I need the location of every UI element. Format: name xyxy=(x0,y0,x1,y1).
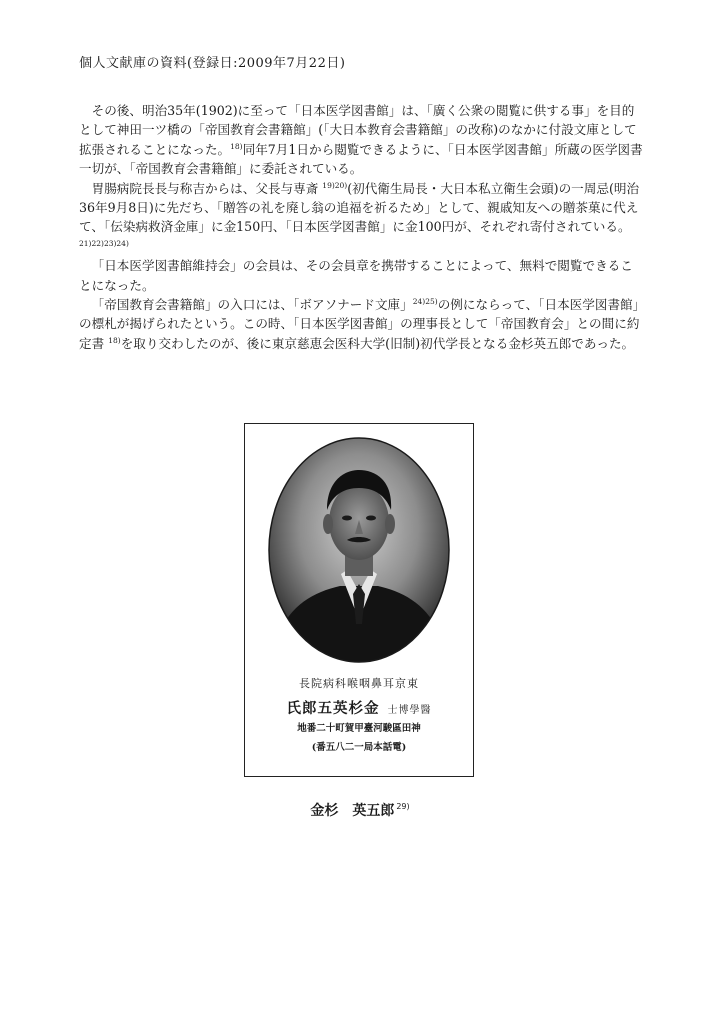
reference-superscript: 18) xyxy=(108,335,121,345)
document-header: 個人文献庫の資料(登録日:2009年7月22日) xyxy=(79,56,346,71)
text-run: 「帝国教育会書籍館」の入口には、「ボアソナード文庫」 xyxy=(91,297,413,313)
text-run: その後、明治35年(1902)に至って「日本医学図書館」は、「廣く公衆の閲覧に供する事」を目的として神田一ツ橋の「帝国教育会書籍館」(「大日本教育会書籍館」の改称)のなかに付設文庫として拡張されることになった。 xyxy=(79,103,637,157)
reference-superscript: 19)20) xyxy=(322,180,348,190)
text-run: を取り交わしたのが、後に東京慈恵会医科大学(旧制)初代学長となる金杉英五郎であった。 xyxy=(120,335,635,351)
right-ear xyxy=(385,514,395,534)
left-eye xyxy=(342,516,352,521)
card-name-line xyxy=(245,697,473,718)
paragraph-1 xyxy=(79,101,644,179)
card-degree: 士博學醫 xyxy=(387,705,432,716)
card-phone-line: (番五八二一局本話電) xyxy=(311,742,407,753)
text-run: 「日本医学図書館維持会」の会員は、その会員章を携帯することによって、無料で閲覧できることになった。 xyxy=(79,258,633,293)
portrait-card xyxy=(244,423,474,777)
caption-name: 金杉 英五郎 xyxy=(310,803,395,819)
text-run: 同年7月1日から閲覧できるように、「日本医学図書館」所蔵の医学図書一切が、「帝国教育会書籍館」に委託されている。 xyxy=(79,141,643,177)
left-ear xyxy=(323,514,333,534)
paragraph-2 xyxy=(79,179,644,257)
card-address-line: 地番二十町賀甲臺河駿區田神 xyxy=(297,723,421,734)
reference-superscript: 21)22)23)24) xyxy=(79,238,129,248)
card-title-line: 長院病科喉咽鼻耳京東 xyxy=(299,677,419,690)
paragraph-3 xyxy=(79,256,644,295)
right-eye xyxy=(366,516,376,521)
text-run: の例にならって、「日本医学図書館」の標札が揭げられたという。この時、「日本医学図書館」の理事長として「帝国教育会」との間に約定書 xyxy=(79,297,640,351)
photo-caption xyxy=(0,800,720,820)
paragraph-4 xyxy=(79,295,644,353)
body-text xyxy=(79,101,644,353)
text-run: 胃腸病院長長与称吉からは、父長与専斎 xyxy=(91,180,323,196)
caption-reference: 29) xyxy=(396,802,410,812)
card-name: 氏郎五英杉金 xyxy=(286,700,380,717)
text-run: (初代衛生局長・大日本私立衛生会頭)の一周忌(明治36年9月8日)に先だち、「贈答の礼を廃し翁の追福を祈るため」として、親戚知友への贈茶菓に代えて、「伝染病救済金庫」に金150円、「日本医学図書館」に金100円が、それぞれ寄付されている。 xyxy=(79,180,640,235)
reference-superscript: 24)25) xyxy=(412,296,438,306)
reference-superscript: 18) xyxy=(230,141,243,151)
